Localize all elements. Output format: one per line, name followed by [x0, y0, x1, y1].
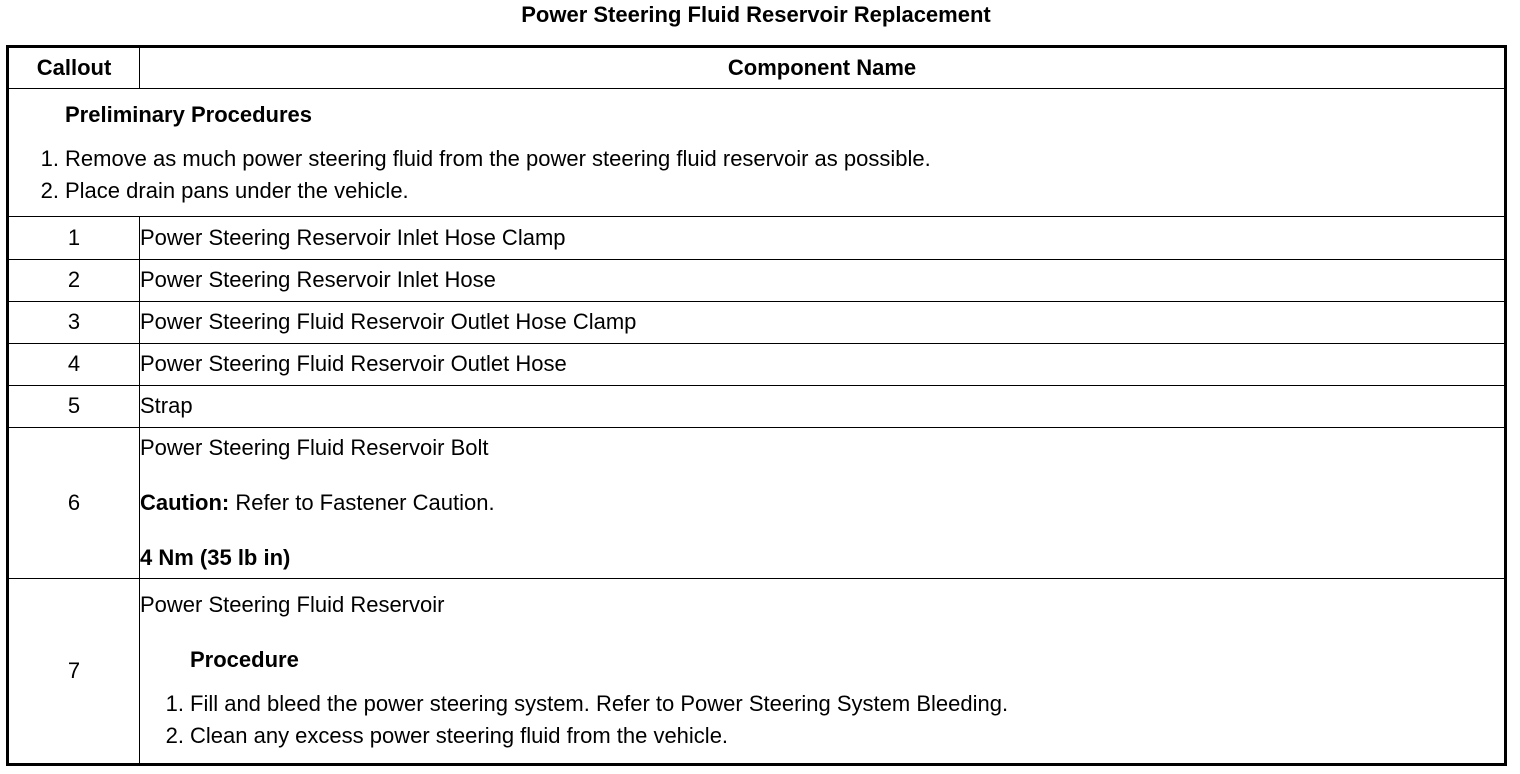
components-table: [6, 45, 1507, 766]
component-name: Strap: [140, 385, 1506, 427]
step-number: 1.: [40, 145, 59, 171]
component-detail-cell: [140, 579, 1506, 765]
preliminary-cell: [8, 89, 1506, 217]
callout-number: 5: [8, 385, 140, 427]
torque-spec: 4 Nm (35 lb in): [140, 545, 291, 571]
table-row: [8, 385, 1506, 427]
preliminary-title: Preliminary Procedures: [65, 101, 313, 127]
procedure-step: [140, 688, 1504, 720]
callout-number: 1: [8, 217, 140, 259]
step-text: Clean any excess power steering fluid from the vehicle.: [190, 722, 729, 748]
callout-number: 4: [8, 343, 140, 385]
component-name: Power Steering Fluid Reservoir: [140, 591, 445, 617]
component-name: Power Steering Reservoir Inlet Hose: [140, 259, 1506, 301]
step-number: 1.: [165, 690, 184, 716]
component-detail-cell: [140, 428, 1506, 579]
step-text: Remove as much power steering fluid from the power steering fluid reservoir as possible.: [65, 145, 931, 171]
header-component-name: Component Name: [140, 47, 1506, 89]
callout-number: 7: [8, 579, 140, 765]
component-name: Power Steering Fluid Reservoir Outlet Hose Clamp: [140, 301, 1506, 343]
preliminary-row: [8, 89, 1506, 217]
table-row: [8, 428, 1506, 579]
table-row: [8, 217, 1506, 259]
header-row: [8, 47, 1506, 89]
caution-text: Refer to Fastener Caution.: [229, 490, 495, 516]
step-text: Fill and bleed the power steering system. Refer to Power Steering System Bleeding.: [190, 690, 1009, 716]
preliminary-step: [9, 143, 1504, 175]
component-name: Power Steering Fluid Reservoir Bolt: [140, 435, 489, 461]
procedure-step: [140, 720, 1504, 752]
caution-line: [140, 489, 1504, 517]
component-name: Power Steering Reservoir Inlet Hose Clamp: [140, 217, 1506, 259]
step-number: 2.: [165, 722, 184, 748]
table-row: [8, 259, 1506, 301]
procedure-title: Procedure: [190, 646, 299, 672]
preliminary-step: [9, 175, 1504, 207]
callout-number: 2: [8, 259, 140, 301]
table-row: [8, 579, 1506, 765]
header-callout: Callout: [8, 47, 140, 89]
document-title: Power Steering Fluid Reservoir Replacement: [521, 2, 991, 27]
callout-number: 3: [8, 301, 140, 343]
table-row: [8, 301, 1506, 343]
table-row: [8, 343, 1506, 385]
caution-label: Caution:: [140, 490, 230, 516]
callout-number: 6: [8, 428, 140, 579]
component-name: Power Steering Fluid Reservoir Outlet Hose: [140, 343, 1506, 385]
step-text: Place drain pans under the vehicle.: [65, 177, 409, 203]
step-number: 2.: [40, 177, 59, 203]
